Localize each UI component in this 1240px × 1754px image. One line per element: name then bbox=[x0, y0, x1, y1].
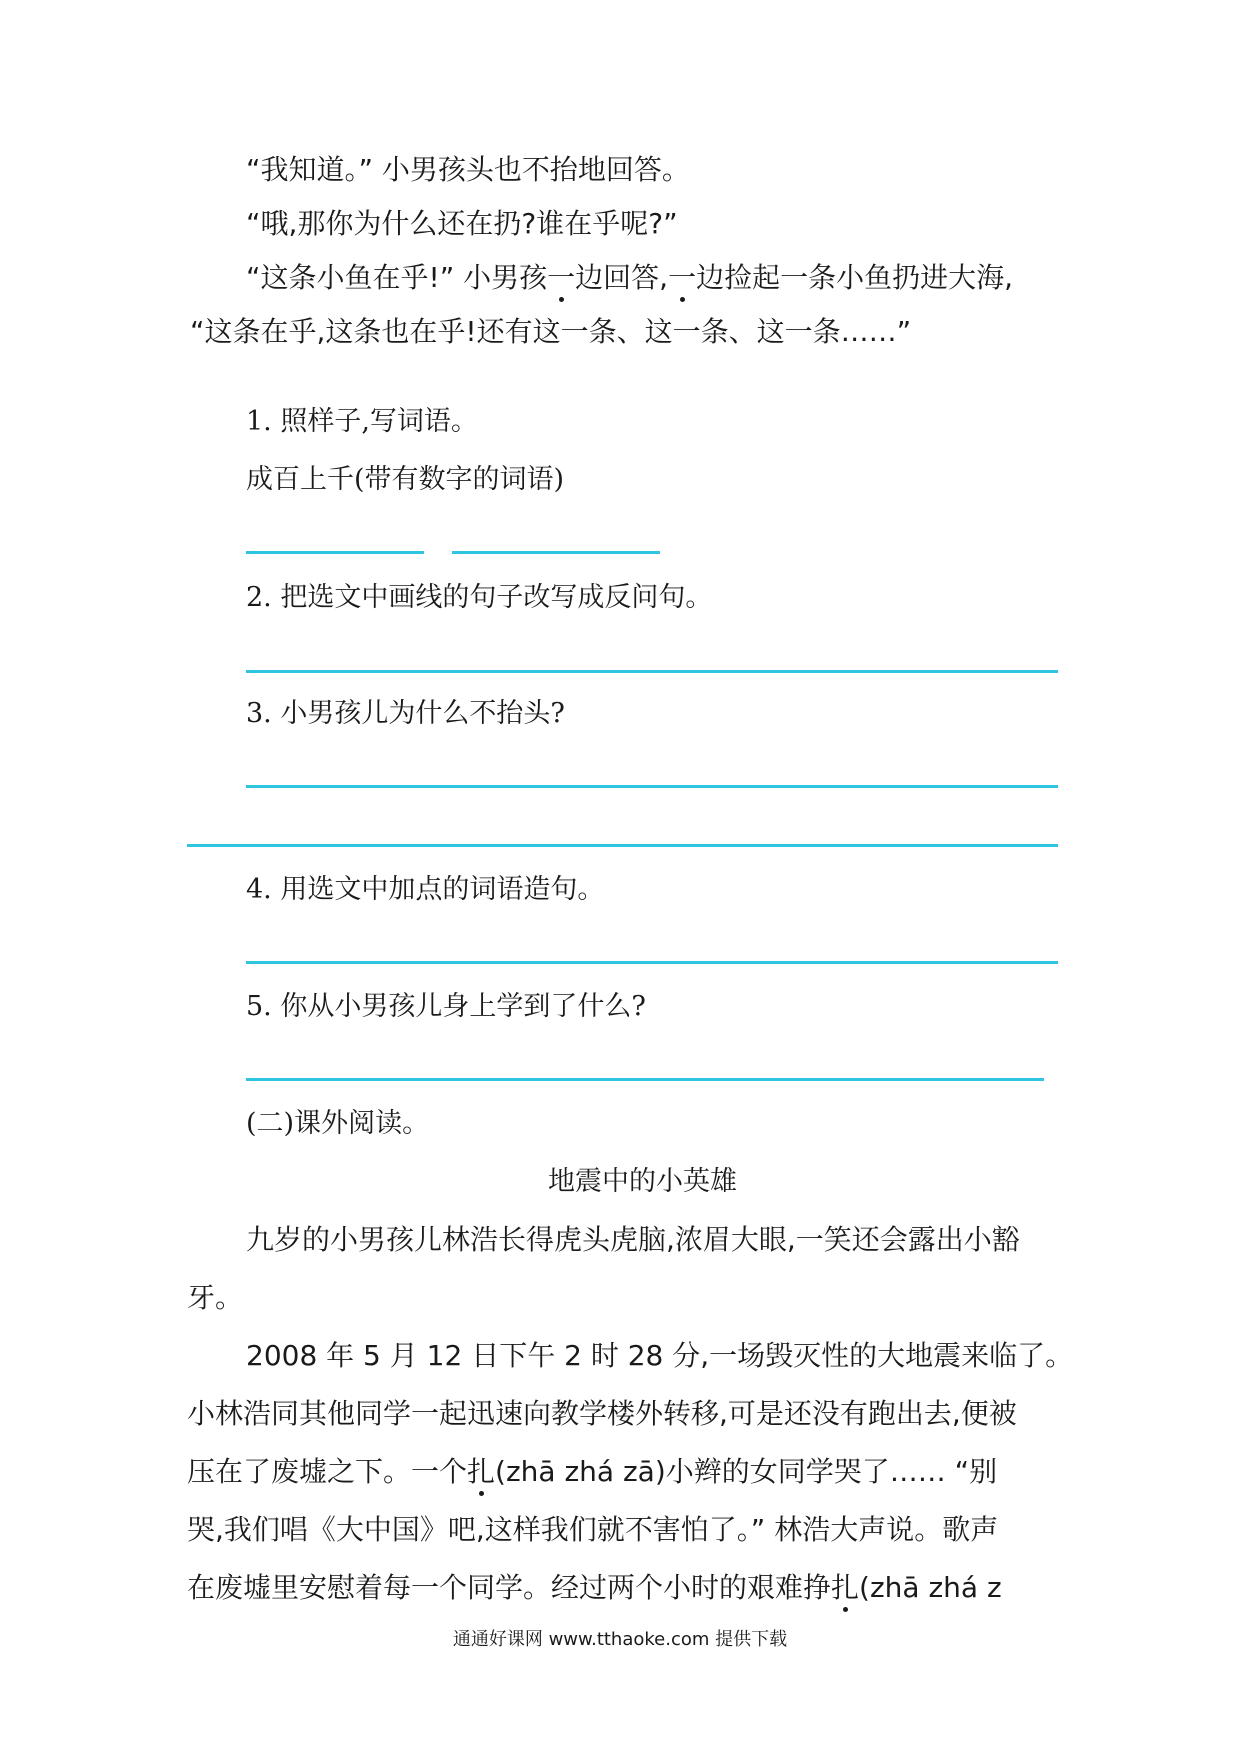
passage-line-3-mid: 边回答, bbox=[575, 261, 669, 294]
footer-credit: 通通好课网 www.tthaoke.com 提供下载 bbox=[452, 1629, 788, 1650]
question-1: 1. 照样子,写词语。 bbox=[246, 406, 478, 437]
passage-line-3-start: “这条小鱼在乎!” 小男孩 bbox=[246, 261, 548, 294]
question-1-example: 成百上千(带有数字的词语) bbox=[246, 464, 565, 495]
section-heading: (二)课外阅读。 bbox=[246, 1108, 430, 1139]
article-title: 地震中的小英雄 bbox=[548, 1166, 737, 1197]
question-4: 4. 用选文中加点的词语造句。 bbox=[246, 874, 605, 905]
article-p2-line-2: 小林浩同其他同学一起迅速向教学楼外转移,可是还没有跑出去,便被 bbox=[187, 1397, 1017, 1430]
answer-line-1a bbox=[246, 551, 424, 554]
article-p2-line-5-end: (zhā zhá z bbox=[859, 1571, 1002, 1604]
answer-line-4 bbox=[246, 961, 1058, 964]
answer-line-3a bbox=[246, 785, 1058, 788]
question-2: 2. 把选文中画线的句子改写成反问句。 bbox=[246, 582, 713, 613]
passage-line-3-end: 边捡起一条小鱼扔进大海, bbox=[696, 261, 1013, 294]
question-3: 3. 小男孩儿为什么不抬头? bbox=[246, 698, 565, 729]
article-p1-line-1: 九岁的小男孩儿林浩长得虎头虎脑,浓眉大眼,一笑还会露出小豁 bbox=[246, 1223, 1020, 1256]
article-p2-line-5 bbox=[187, 1568, 1002, 1608]
article-p1-line-2: 牙。 bbox=[187, 1281, 244, 1314]
dotted-char: 扎 bbox=[831, 1571, 860, 1604]
dotted-char: 扎 bbox=[467, 1455, 496, 1488]
answer-line-5 bbox=[246, 1078, 1044, 1081]
question-5: 5. 你从小男孩儿身上学到了什么? bbox=[246, 991, 646, 1022]
article-p2-line-1: 2008 年 5 月 12 日下午 2 时 28 分,一场毁灭性的大地震来临了。 bbox=[246, 1339, 1074, 1372]
passage-line-4: “这条在乎,这条也在乎!还有这一条、这一条、这一条……” bbox=[190, 315, 912, 348]
article-p2-line-3 bbox=[187, 1452, 997, 1492]
dotted-char: 一 bbox=[668, 261, 697, 294]
answer-line-3b bbox=[187, 844, 1058, 847]
article-p2-line-4: 哭,我们唱《大中国》吧,这样我们就不害怕了。” 林浩大声说。歌声 bbox=[187, 1513, 999, 1546]
article-p2-line-5-start: 在废墟里安慰着每一个同学。经过两个小时的艰难挣 bbox=[187, 1571, 832, 1604]
answer-line-1b bbox=[452, 551, 660, 554]
article-p2-line-3-start: 压在了废墟之下。一个 bbox=[187, 1455, 468, 1488]
passage-line-2: “哦,那你为什么还在扔?谁在乎呢?” bbox=[246, 207, 678, 240]
answer-line-2 bbox=[246, 670, 1058, 673]
article-p2-line-3-end: (zhā zhá zā)小辫的女同学哭了…… “别 bbox=[495, 1455, 998, 1488]
dotted-char: 一 bbox=[547, 261, 576, 294]
passage-line-3 bbox=[246, 258, 1013, 298]
passage-line-1: “我知道。” 小男孩头也不抬地回答。 bbox=[246, 153, 690, 186]
